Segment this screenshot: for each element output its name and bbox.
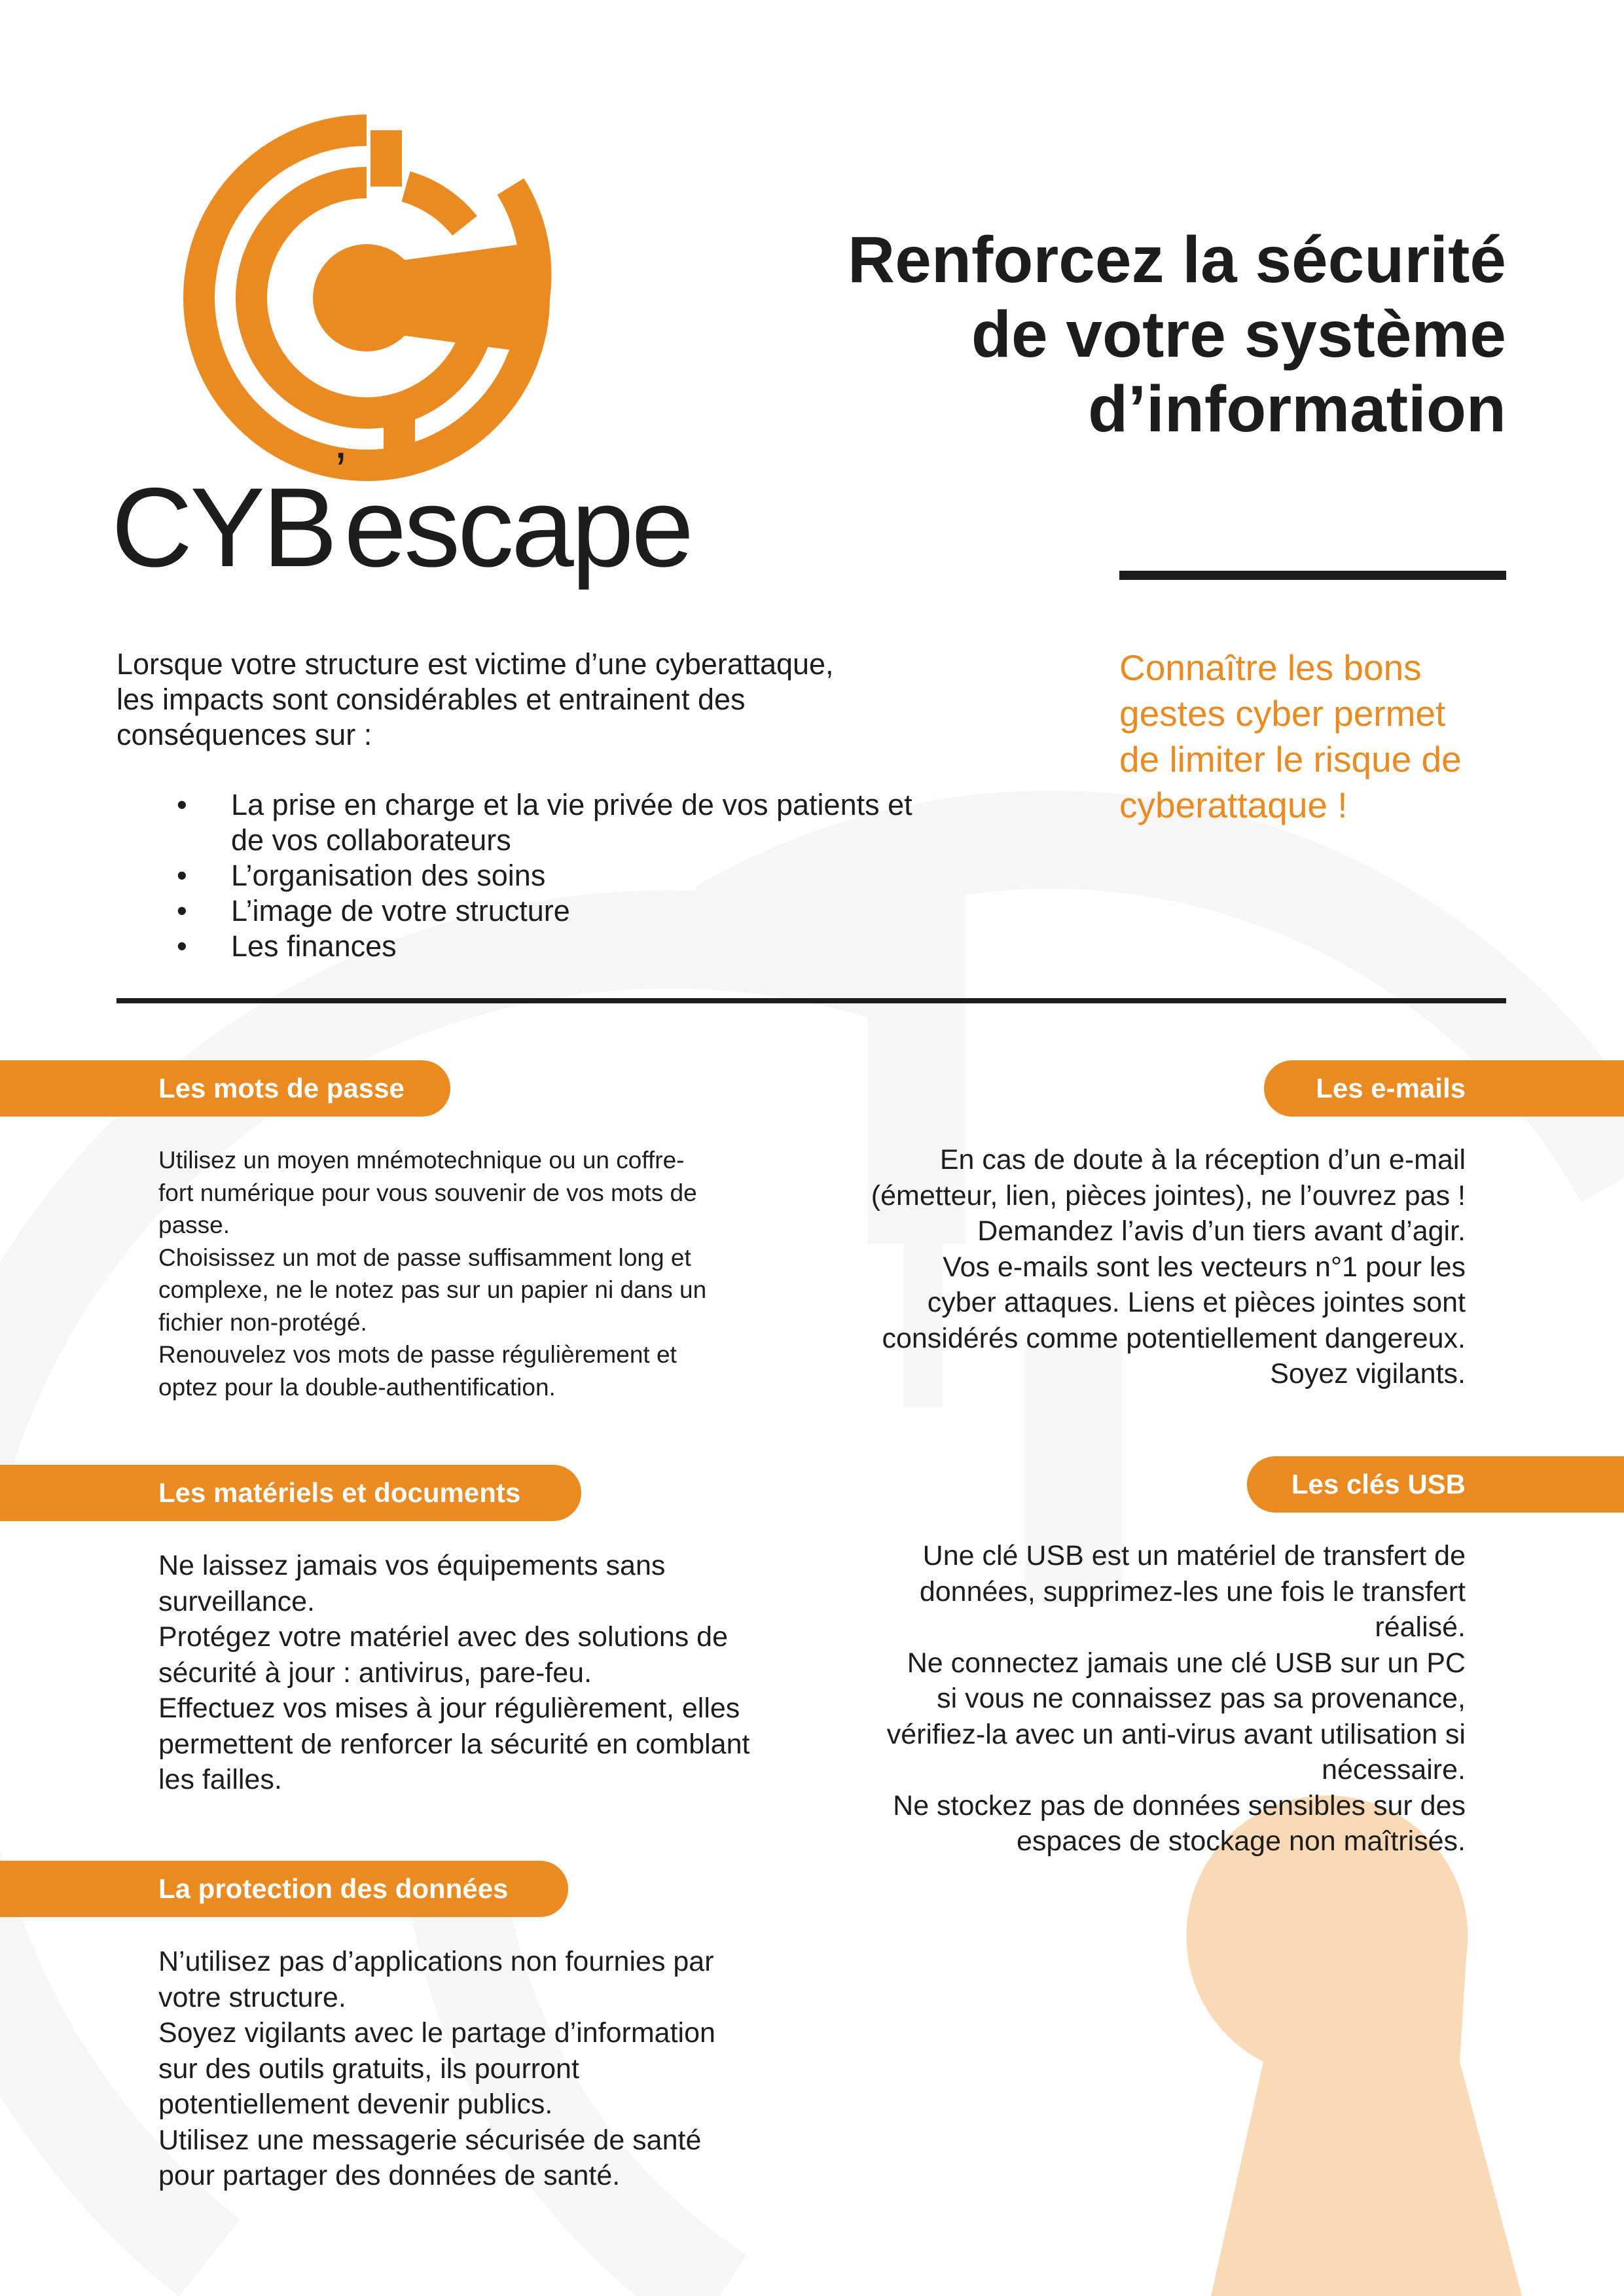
list-item-text: • La prise en charge et la vie privée de vos patients et: [231, 788, 912, 821]
body-line: Renouvelez vos mots de passe régulièrement et: [158, 1341, 677, 1368]
body-line: Ne connectez jamais une clé USB sur un PC: [907, 1647, 1466, 1679]
body-line: permettent de renforcer la sécurité en comblant: [158, 1728, 750, 1760]
body-line: En cas de doute à la réception d’un e-mail: [939, 1144, 1466, 1175]
section-tab-data-protection: La protection des données: [0, 1861, 568, 1917]
section-divider: [117, 998, 1506, 1003]
section-body-passwords: [158, 1144, 813, 1403]
body-line: Utilisez une messagerie sécurisée de santé: [158, 2124, 702, 2156]
body-line: complexe, ne le notez pas sur un papier ni dans un: [158, 1276, 707, 1303]
body-line: N’utilisez pas d’applications non fournies par: [158, 1946, 714, 1977]
body-line: Une clé USB est un matériel de transfert de: [922, 1540, 1466, 1571]
callout-line: gestes cyber permet: [1119, 693, 1446, 734]
brand-name-suffix: escape: [344, 465, 692, 590]
section-tab-emails: Les e-mails: [1264, 1060, 1624, 1117]
section-tab-usb: Les clés USB: [1247, 1456, 1624, 1513]
section-body-usb: [785, 1538, 1466, 1859]
intro-line: conséquences sur :: [117, 718, 372, 751]
impact-list: [177, 787, 1060, 964]
body-line: vérifiez-la avec un anti-virus avant utilisation si: [886, 1718, 1466, 1750]
callout-text: [1119, 645, 1512, 828]
body-line: nécessaire.: [1322, 1754, 1466, 1785]
callout-line: Connaître les bons: [1119, 647, 1422, 688]
body-line: si vous ne connaissez pas sa provenance,: [937, 1683, 1466, 1714]
intro-paragraph: [117, 647, 1033, 753]
list-item-text: de vos collaborateurs: [231, 823, 511, 857]
intro-line: les impacts sont considérables et entrainent des: [117, 683, 746, 716]
body-line: données, supprimez-les une fois le transfert: [919, 1575, 1466, 1607]
body-line: pour partager des données de santé.: [158, 2160, 621, 2191]
body-line: réalisé.: [1375, 1611, 1466, 1643]
body-line: les failles.: [158, 1764, 282, 1795]
body-line: Vos e-mails sont les vecteurs n°1 pour les: [943, 1251, 1466, 1283]
section-body-equipment: [158, 1548, 813, 1798]
body-line: Soyez vigilants.: [1270, 1358, 1466, 1390]
section-tab-passwords: Les mots de passe: [0, 1060, 450, 1117]
brand-wordmark: [111, 441, 692, 590]
list-item: [177, 858, 1060, 893]
body-line: fichier non-protégé.: [158, 1308, 367, 1336]
body-line: Demandez l’avis d’un tiers avant d’agir.: [977, 1215, 1466, 1247]
headline-line: de votre système: [971, 298, 1506, 371]
body-line: fort numérique pour vous souvenir de vos mots de: [158, 1179, 697, 1206]
intro-line: Lorsque votre structure est victime d’une cyberattaque,: [117, 647, 834, 681]
section-body-emails: [785, 1142, 1466, 1392]
body-line: potentiellement devenir publics.: [158, 2089, 553, 2120]
list-item-text: • L’organisation des soins: [231, 859, 546, 892]
list-item: [177, 929, 1060, 964]
body-line: Protégez votre matériel avec des solutions de: [158, 1621, 729, 1653]
body-line: espaces de stockage non maîtrisés.: [1017, 1825, 1466, 1857]
headline-line: d’information: [1088, 372, 1506, 446]
body-line: Soyez vigilants avec le partage d’information: [158, 2017, 715, 2049]
body-line: Utilisez un moyen mnémotechnique ou un coffre-: [158, 1147, 685, 1174]
maze-circle-logo-icon: [170, 115, 563, 481]
body-line: optez pour la double-authentification.: [158, 1373, 556, 1401]
body-line: Choisissez un mot de passe suffisamment long et: [158, 1244, 691, 1271]
body-line: sur des outils gratuits, ils pourront: [158, 2053, 579, 2085]
brand-name-main: CYB: [111, 465, 335, 590]
list-item: [177, 787, 1060, 858]
page-headline: [721, 223, 1506, 446]
body-line: votre structure.: [158, 1981, 346, 2013]
list-item-text: • L’image de votre structure: [231, 894, 570, 927]
body-line: surveillance.: [158, 1585, 315, 1617]
headline-line: Renforcez la sécurité: [848, 223, 1506, 296]
list-item-text: • Les finances: [231, 929, 397, 963]
body-line: Ne laissez jamais vos équipements sans: [158, 1550, 666, 1581]
callout-line: de limiter le risque de: [1119, 739, 1462, 780]
body-line: passe.: [158, 1211, 230, 1238]
callout-line: cyberattaque !: [1119, 785, 1348, 825]
brand-apostrophe: ’: [334, 441, 344, 500]
section-tab-equipment: Les matériels et documents: [0, 1465, 581, 1521]
body-line: cyber attaques. Liens et pièces jointes sont: [927, 1287, 1466, 1318]
body-line: Ne stockez pas de données sensibles sur des: [893, 1789, 1466, 1821]
body-line: sécurité à jour : antivirus, pare-feu.: [158, 1657, 592, 1689]
keyhole-shape: [1186, 1795, 1522, 2296]
list-item: [177, 893, 1060, 929]
section-body-data-protection: [158, 1944, 813, 2194]
headline-divider: [1119, 571, 1506, 580]
body-line: considérés comme potentiellement dangereux.: [882, 1322, 1466, 1354]
body-line: (émetteur, lien, pièces jointes), ne l’ouvrez pas !: [871, 1179, 1466, 1211]
body-line: Effectuez vos mises à jour régulièrement, elles: [158, 1693, 740, 1724]
